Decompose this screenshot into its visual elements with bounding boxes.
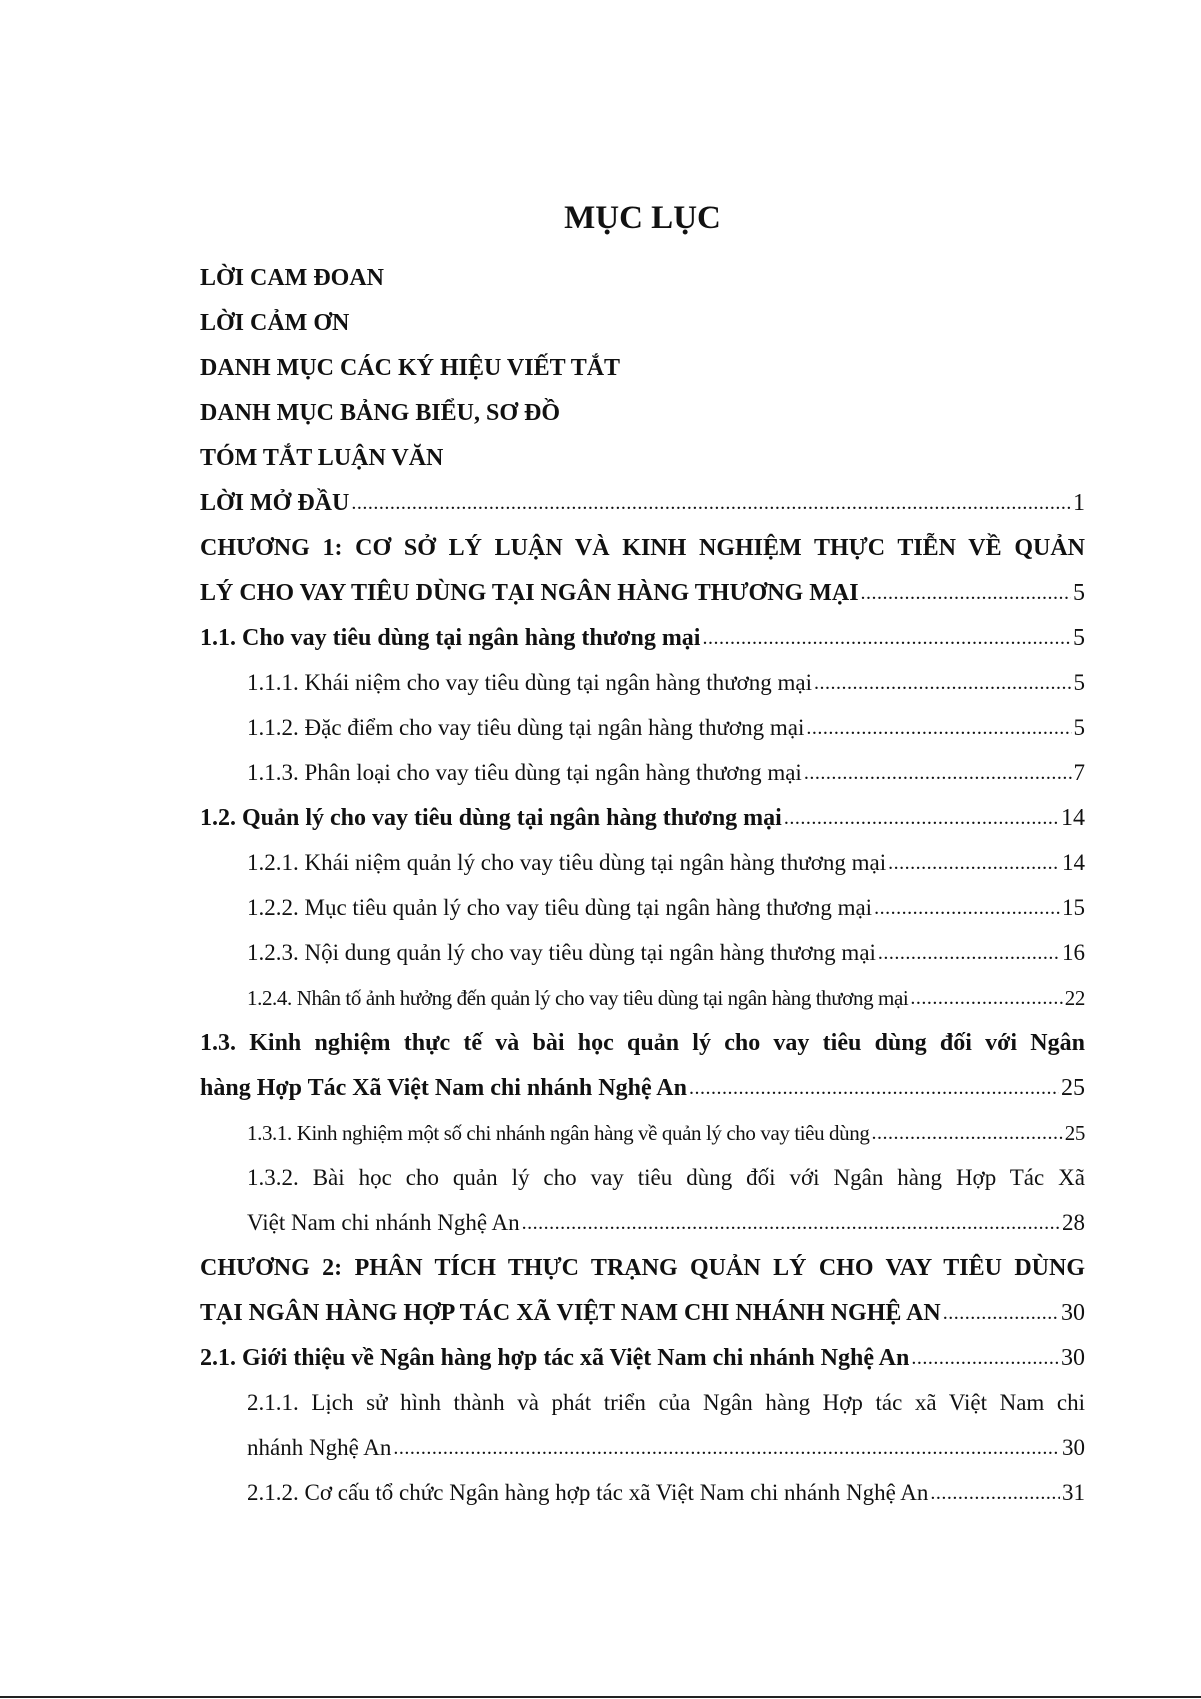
toc-entry	[200, 922, 1085, 967]
toc-entry-label: 1.2.1. Khái niệm quản lý cho vay tiêu dùng tại ngân hàng thương mại	[247, 850, 887, 875]
toc-entry-label: 1.2.4. Nhân tố ảnh hưởng đến quản lý cho vay tiêu dùng tại ngân hàng thương mại	[247, 986, 909, 1010]
toc-entry-label: LỜI CAM ĐOAN	[200, 265, 384, 291]
toc-entry	[200, 292, 1085, 337]
dot-leader	[689, 1074, 1059, 1102]
toc-entry-label: 1.1.2. Đặc điểm cho vay tiêu dùng tại ngân hàng thương mại	[247, 715, 805, 740]
toc-entry	[200, 1282, 1085, 1327]
toc-page-number: 15	[1062, 895, 1085, 920]
toc-entry-label: 1.2. Quản lý cho vay tiêu dùng tại ngân hàng thương mại	[200, 805, 782, 831]
toc-entry-label: LỜI CẢM ƠN	[200, 310, 350, 336]
toc-entry	[200, 517, 1085, 562]
toc-entry	[200, 1192, 1085, 1237]
toc-entry	[200, 832, 1085, 877]
toc-page-number: 5	[1073, 670, 1085, 695]
toc-page-number: 1	[1073, 490, 1085, 516]
toc-entry-label: LỜI MỞ ĐẦU	[200, 490, 350, 516]
toc-entry-label: DANH MỤC BẢNG BIỂU, SƠ ĐỒ	[200, 400, 561, 426]
toc-entry	[200, 247, 1085, 292]
toc-entry-label: 2.1.1. Lịch sử hình thành và phát triển của Ngân hàng Hợp tác xã Việt Nam chi	[247, 1390, 1085, 1415]
dot-leader	[393, 1434, 1060, 1462]
toc-entry-label: 1.2.3. Nội dung quản lý cho vay tiêu dùng tại ngân hàng thương mại	[247, 940, 876, 965]
toc-entry-label: 1.3.1. Kinh nghiệm một số chi nhánh ngân hàng về quản lý cho vay tiêu dùng	[247, 1121, 870, 1145]
dot-leader	[878, 939, 1060, 967]
toc-page-number: 28	[1062, 1210, 1085, 1235]
toc-entry-label: TẠI NGÂN HÀNG HỢP TÁC XÃ VIỆT NAM CHI NHÁNH NGHỆ AN	[200, 1300, 941, 1326]
toc-page-number: 30	[1061, 1345, 1085, 1371]
dot-leader	[522, 1209, 1060, 1237]
toc-entry	[200, 1237, 1085, 1282]
toc-entry-label: 1.1.1. Khái niệm cho vay tiêu dùng tại ngân hàng thương mại	[247, 670, 813, 695]
toc-entry-label: Việt Nam chi nhánh Nghệ An	[247, 1210, 520, 1235]
toc-page-number: 7	[1073, 760, 1085, 785]
page-title: MỤC LỤC	[564, 200, 721, 236]
toc-entry	[200, 382, 1085, 427]
dot-leader	[814, 669, 1071, 697]
toc-entry	[200, 787, 1085, 832]
toc-page-number: 5	[1073, 625, 1085, 651]
toc-entry-label: DANH MỤC CÁC KÝ HIỆU VIẾT TẮT	[200, 355, 621, 381]
toc-entry	[200, 1102, 1085, 1147]
toc-entry-label: 2.1.2. Cơ cấu tổ chức Ngân hàng hợp tác xã Việt Nam chi nhánh Nghệ An	[247, 1480, 929, 1505]
toc-entry-label: nhánh Nghệ An	[247, 1435, 392, 1460]
toc-entry	[200, 1327, 1085, 1372]
toc-entry-label: CHƯƠNG 2: PHÂN TÍCH THỰC TRẠNG QUẢN LÝ CHO VAY TIÊU DÙNG	[200, 1255, 1085, 1281]
dot-leader	[806, 714, 1071, 742]
toc-entry	[200, 427, 1085, 472]
table-of-contents	[200, 247, 1085, 1507]
toc-entry	[200, 1417, 1085, 1462]
toc-entry	[200, 967, 1085, 1012]
dot-leader	[943, 1299, 1059, 1327]
toc-entry-label: 1.3. Kinh nghiệm thực tế và bài học quản lý cho vay tiêu dùng đối với Ngân	[200, 1030, 1085, 1056]
dot-leader	[930, 1479, 1060, 1507]
toc-entry-label: TÓM TẮT LUẬN VĂN	[200, 445, 444, 471]
toc-page-number: 5	[1073, 580, 1085, 606]
toc-page-number: 30	[1061, 1300, 1085, 1326]
toc-entry-label: 1.1.3. Phân loại cho vay tiêu dùng tại ngân hàng thương mại	[247, 760, 802, 785]
toc-page-number: 14	[1062, 850, 1085, 875]
toc-entry	[200, 1012, 1085, 1057]
toc-page-number: 5	[1073, 715, 1085, 740]
dot-leader	[910, 984, 1062, 1012]
toc-page-number: 31	[1062, 1480, 1085, 1505]
toc-entry-label: LÝ CHO VAY TIÊU DÙNG TẠI NGÂN HÀNG THƯƠNG MẠI	[200, 580, 859, 606]
toc-entry-label: 1.1. Cho vay tiêu dùng tại ngân hàng thương mại	[200, 625, 701, 651]
toc-entry	[200, 652, 1085, 697]
dot-leader	[351, 489, 1071, 517]
toc-entry-label: 1.2.2. Mục tiêu quản lý cho vay tiêu dùng tại ngân hàng thương mại	[247, 895, 873, 920]
toc-page-number: 30	[1062, 1435, 1085, 1460]
toc-entry	[200, 1147, 1085, 1192]
toc-entry-label: hàng Hợp Tác Xã Việt Nam chi nhánh Nghệ An	[200, 1075, 687, 1101]
toc-entry	[200, 877, 1085, 922]
toc-page-number: 25	[1064, 1121, 1085, 1145]
dot-leader	[874, 894, 1060, 922]
dot-leader	[861, 579, 1071, 607]
toc-entry-label: CHƯƠNG 1: CƠ SỞ LÝ LUẬN VÀ KINH NGHIỆM THỰC TIỄN VỀ QUẢN	[200, 535, 1085, 561]
dot-leader	[784, 804, 1059, 832]
toc-entry	[200, 742, 1085, 787]
dot-leader	[888, 849, 1060, 877]
toc-entry	[200, 337, 1085, 382]
toc-page-number: 16	[1062, 940, 1085, 965]
dot-leader	[871, 1119, 1062, 1147]
toc-page-number: 14	[1061, 805, 1085, 831]
page-bottom-edge	[0, 1696, 1201, 1698]
toc-page-number: 22	[1064, 986, 1085, 1010]
toc-entry	[200, 1462, 1085, 1507]
toc-entry	[200, 472, 1085, 517]
dot-leader	[804, 759, 1072, 787]
dot-leader	[702, 624, 1071, 652]
toc-entry	[200, 1057, 1085, 1102]
toc-entry-label: 2.1. Giới thiệu về Ngân hàng hợp tác xã Việt Nam chi nhánh Nghệ An	[200, 1345, 910, 1371]
dot-leader	[911, 1344, 1059, 1372]
toc-entry	[200, 697, 1085, 742]
toc-entry	[200, 607, 1085, 652]
toc-page-number: 25	[1061, 1075, 1085, 1101]
toc-entry	[200, 1372, 1085, 1417]
toc-entry-label: 1.3.2. Bài học cho quản lý cho vay tiêu dùng đối với Ngân hàng Hợp Tác Xã	[247, 1165, 1085, 1190]
toc-entry	[200, 562, 1085, 607]
